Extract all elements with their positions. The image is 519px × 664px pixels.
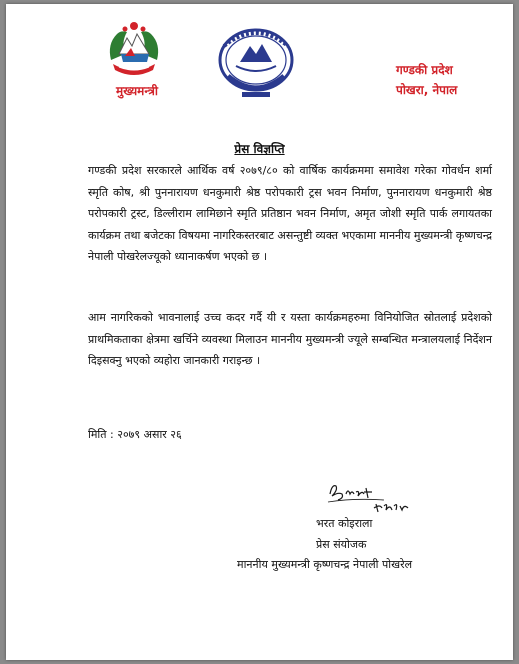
nepal-emblem-logo <box>103 20 165 80</box>
secretariat-seal-logo <box>210 16 302 108</box>
page-title: प्रेस विज्ञप्ति <box>234 142 285 156</box>
chief-minister-label: मुख्यमन्त्री <box>116 84 158 98</box>
signatory-name: भरत कोइराला <box>316 517 373 530</box>
date-line: मिति : २०७९ असार २६ <box>88 428 182 441</box>
letter-page <box>6 4 513 660</box>
signatory-block <box>237 514 506 576</box>
city-country: पोखरा, नेपाल <box>396 83 458 97</box>
body-paragraph-1: गण्डकी प्रदेश सरकारले आर्थिक वर्ष २०७९/८० को वार्षिक कार्यक्रममा समावेश गरेका गोवर्धन शर्मा स्मृति कोष, श्री पुननारायण धनकुमारी श्रेष्ठ परोपकारी ट्रस भवन निर्माण, पुननारायण धनकुमारी श्रेष्ठ परोपकारी ट्रस्ट, डिल्लीराम लामिछाने स्मृति प्रतिष्ठान भवन निर्माण, अमृत जोशी स्मृति पार्क लगायतका कार्यक्रम तथा बजेटका विषयमा नागरिकस्तरबाट असन्तुष्टी व्यक्त भएकामा माननीय मुख्यमन्त्री कृष्णचन्द्र नेपाली पोखरेलज्यूको ध्यानाकर्षण भएको छ । <box>88 164 493 263</box>
header-address <box>396 60 476 100</box>
signatory-role: प्रेस संयोजक <box>316 537 367 551</box>
signatory-office: माननीय मुख्यमन्त्री कृष्णचन्द्र नेपाली पोखरेल <box>237 558 413 571</box>
body-paragraph-2: आम नागरिकको भावनालाई उच्च कदर गर्दै यी र यस्ता कार्यक्रमहरुमा विनियोजित स्रोतलाई प्रदेशको प्राथमिकताका क्षेत्रमा खर्चिने व्यवस्था मिलाउन माननीय मुख्यमन्त्री ज्यूले सम्बन्धित मन्त्रालयलाई निर्देशन दिइसक्नु भएको व्यहोरा जानकारी गराइन्छ । <box>88 311 492 367</box>
province-name: गण्डकी प्रदेश <box>396 63 453 77</box>
